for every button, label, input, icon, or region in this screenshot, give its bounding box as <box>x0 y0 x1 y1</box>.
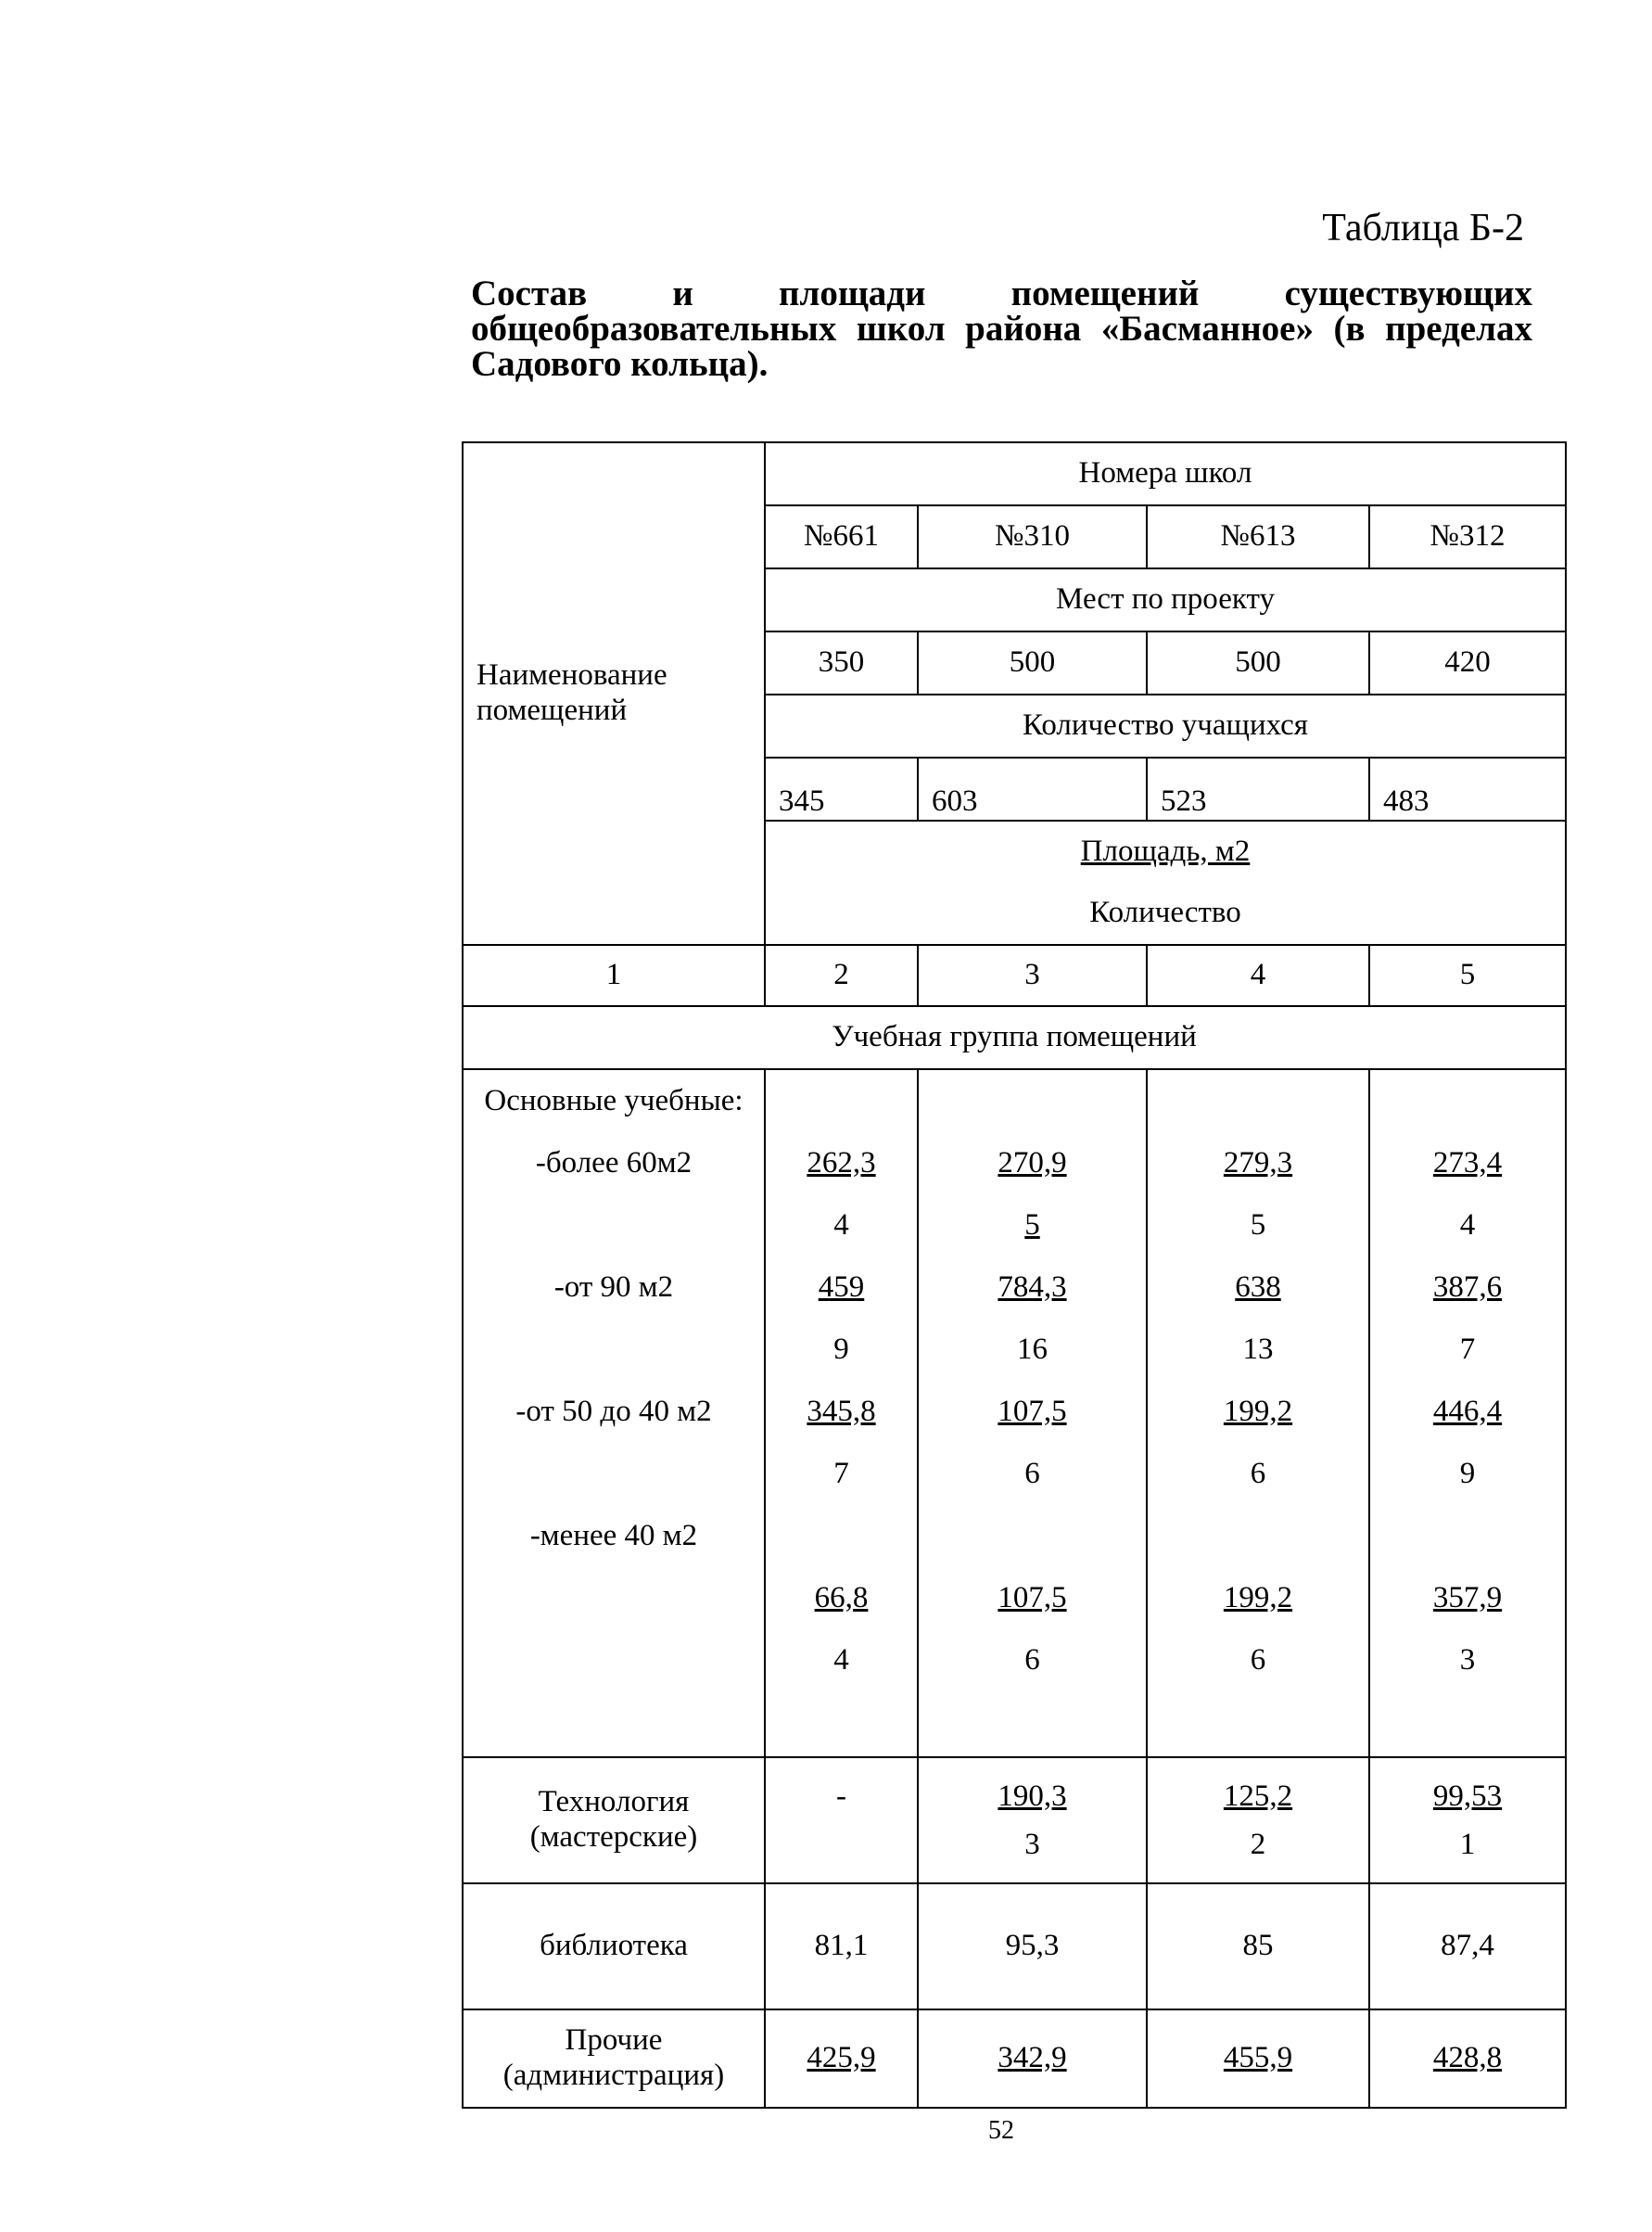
count-value: 6 <box>1024 1643 1040 1677</box>
school-number: №661 <box>765 505 918 568</box>
school-number: №312 <box>1369 505 1566 568</box>
area-value: 279,3 <box>1223 1146 1293 1180</box>
area-value: 107,5 <box>998 1581 1067 1614</box>
area-value: 199,2 <box>1223 1581 1293 1614</box>
other-value-cell <box>1369 2009 1566 2108</box>
capacity-value: 350 <box>765 631 918 695</box>
tech-col-312 <box>1369 1757 1566 1883</box>
count-value: 16 <box>1017 1333 1048 1366</box>
column-number: 4 <box>1147 945 1369 1006</box>
students-value: 523 <box>1147 758 1369 821</box>
basic-col-613 <box>1147 1069 1369 1757</box>
library-value: 85 <box>1147 1883 1369 2009</box>
area-value: - <box>836 1779 846 1813</box>
count-value: 4 <box>833 1643 849 1677</box>
students-header: Количество учащихся <box>765 695 1566 758</box>
row-name: -более 60м2 <box>535 1146 693 1180</box>
heading-line-2: общеобразовательных школ района «Басманное» (в пределах <box>471 309 1532 349</box>
area-header-cell <box>765 821 1566 883</box>
column-number: 3 <box>918 945 1147 1006</box>
library-value: 81,1 <box>765 1883 918 2009</box>
library-name: библиотека <box>463 1883 765 2009</box>
count-value: 6 <box>1024 1457 1040 1490</box>
area-value: 262,3 <box>807 1146 876 1180</box>
count-value <box>766 1820 917 1869</box>
area-value: 387,6 <box>1432 1270 1503 1304</box>
other-value-cell <box>918 2009 1147 2108</box>
students-value: 603 <box>918 758 1147 821</box>
table-heading <box>471 276 1532 382</box>
tech-col-613 <box>1147 1757 1369 1883</box>
other-value-cell <box>765 2009 918 2108</box>
count-header: Количество <box>765 883 1566 945</box>
column-number: 5 <box>1369 945 1566 1006</box>
basic-col-312 <box>1369 1069 1566 1757</box>
heading-line-3: Садового кольца). <box>471 344 769 384</box>
count-value: 13 <box>1242 1333 1274 1366</box>
basic-col-661 <box>765 1069 918 1757</box>
tech-name: Технология (мастерские) <box>463 1757 765 1883</box>
library-value: 87,4 <box>1369 1883 1566 2009</box>
count-value: 3 <box>1459 1643 1476 1677</box>
count-value: 4 <box>833 1208 849 1242</box>
count-value: 3 <box>1024 1828 1040 1861</box>
rooms-table <box>462 441 1567 2109</box>
area-value: 638 <box>1235 1270 1281 1304</box>
school-number: №310 <box>918 505 1147 568</box>
area-value: 107,5 <box>998 1395 1067 1428</box>
other-value-cell <box>1147 2009 1369 2108</box>
count-value: 6 <box>1250 1643 1266 1677</box>
count-value: 1 <box>1459 1828 1476 1861</box>
library-value: 95,3 <box>918 1883 1147 2009</box>
area-value: 784,3 <box>998 1270 1067 1304</box>
section-title: Учебная группа помещений <box>463 1006 1566 1069</box>
count-value: 5 <box>1024 1208 1040 1242</box>
other-value: 342,9 <box>998 2041 1067 2075</box>
capacity-header: Мест по проекту <box>765 568 1566 631</box>
capacity-value: 500 <box>918 631 1147 695</box>
schools-header: Номера школ <box>765 442 1566 505</box>
row-name: -менее 40 м2 <box>529 1519 698 1552</box>
area-value: 446,4 <box>1432 1395 1503 1428</box>
count-value: 9 <box>833 1333 849 1366</box>
column-number: 1 <box>463 945 765 1006</box>
name-header: Наименование помещений <box>463 442 765 945</box>
area-value: 459 <box>818 1270 865 1304</box>
count-value: 4 <box>1459 1208 1476 1242</box>
capacity-value: 500 <box>1147 631 1369 695</box>
count-value: 7 <box>1459 1333 1476 1366</box>
area-value: 345,8 <box>807 1395 876 1428</box>
area-value: 270,9 <box>998 1146 1067 1180</box>
tech-col-310 <box>918 1757 1147 1883</box>
count-value: 2 <box>1250 1828 1266 1861</box>
basic-names <box>463 1069 765 1757</box>
area-value: 199,2 <box>1223 1395 1293 1428</box>
column-number: 2 <box>765 945 918 1006</box>
count-value: 5 <box>1250 1208 1266 1242</box>
count-value: 9 <box>1459 1457 1476 1490</box>
area-value: 125,2 <box>1223 1779 1293 1813</box>
other-value: 425,9 <box>807 2041 876 2075</box>
students-value: 345 <box>765 758 918 821</box>
page-number: 52 <box>988 2116 1014 2145</box>
capacity-value: 420 <box>1369 631 1566 695</box>
heading-line-1: Состав и площади помещений существующих <box>471 274 1532 313</box>
row-name: -от 50 до 40 м2 <box>515 1395 712 1428</box>
other-value: 428,8 <box>1432 2041 1503 2075</box>
other-name: Прочие (администрация) <box>463 2009 765 2108</box>
school-number: №613 <box>1147 505 1369 568</box>
table-caption: Таблица Б-2 <box>1322 207 1524 249</box>
other-value: 455,9 <box>1223 2041 1293 2075</box>
students-value: 483 <box>1369 758 1566 821</box>
area-value: 190,3 <box>998 1779 1067 1813</box>
count-value: 7 <box>833 1457 849 1490</box>
row-name: -от 90 м2 <box>553 1270 674 1304</box>
area-value: 357,9 <box>1432 1581 1503 1614</box>
area-value: 273,4 <box>1432 1146 1503 1180</box>
area-value: 99,53 <box>1432 1779 1503 1813</box>
area-header: Площадь, м2 <box>1080 835 1251 869</box>
basic-col-310 <box>918 1069 1147 1757</box>
area-value: 66,8 <box>814 1581 869 1614</box>
basic-title: Основные учебные: <box>484 1084 743 1117</box>
tech-col-661 <box>765 1757 918 1883</box>
count-value: 6 <box>1250 1457 1266 1490</box>
